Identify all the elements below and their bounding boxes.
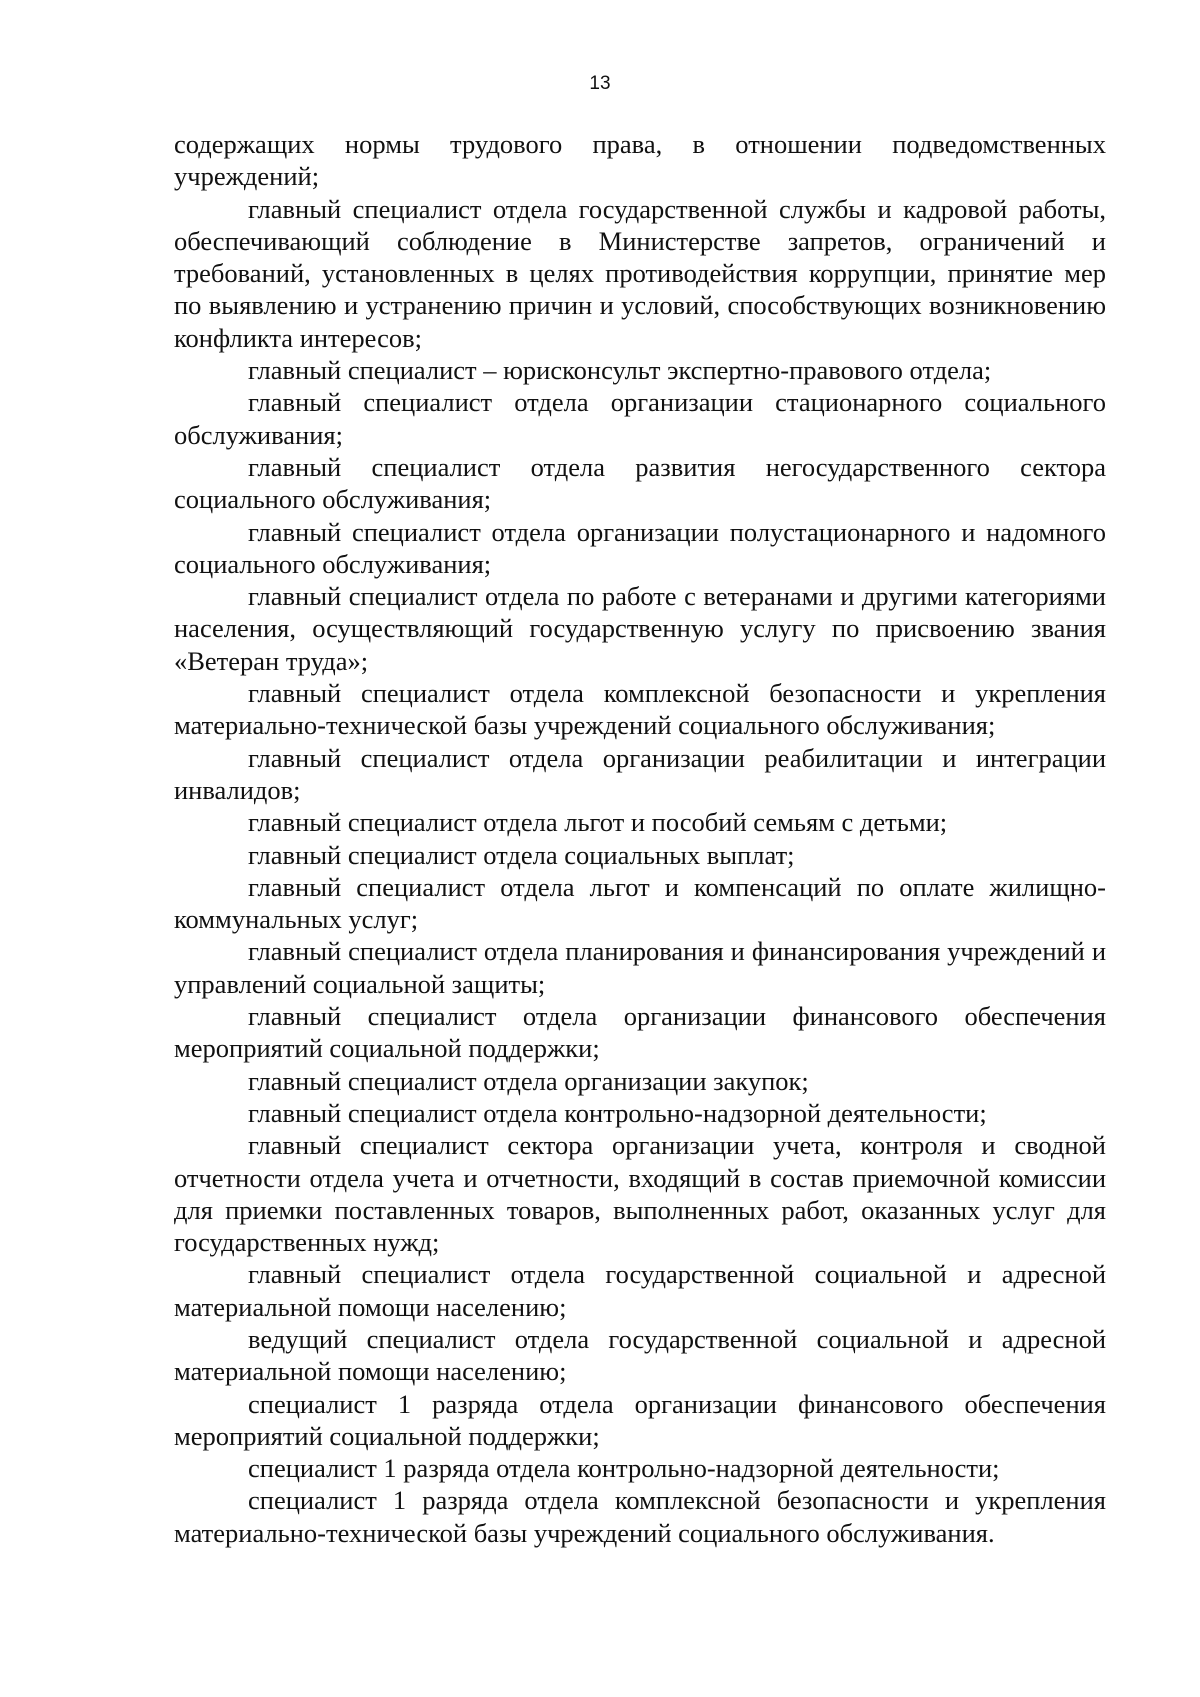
list-item: главный специалист отдела социальных выплат; [248,839,795,870]
list-item: ведущий специалист отдела государственной социальной и адресной материальной помощи населению; [174,1323,1106,1387]
document-body [174,128,1106,1549]
list-item: специалист 1 разряда отдела комплексной безопасности и укрепления материально-технической базы учреждений социального обслуживания. [174,1485,1106,1548]
list-item: главный специалист отдела развития негосударственного сектора социального обслуживания; [174,451,1106,515]
list-item: главный специалист отдела комплексной безопасности и укрепления материально-технической базы учреждений социального обслуживания; [174,678,1106,741]
list-item: главный специалист – юрисконсульт экспертно-правового отдела; [248,355,992,386]
list-item: главный специалист отдела контрольно-надзорной деятельности; [248,1097,987,1128]
list-item: главный специалист отдела организации финансового обеспечения мероприятий социальной поддержки; [174,1001,1106,1064]
list-item: главный специалист отдела планирования и финансирования учреждений и управлений социальной защиты; [174,936,1106,999]
list-item: главный специалист отдела государственной социальной и адресной материальной помощи населению; [174,1259,1106,1322]
list-item: главный специалист отдела организации закупок; [248,1065,809,1096]
list-item: главный специалист сектора организации учета, контроля и сводной отчетности отдела учета и отчетности, входящий в состав приемочной комиссии для приемки поставленных товаров, выполненных работ, оказанных услуг для государственных нужд; [174,1130,1106,1258]
list-item: главный специалист отдела организации реабилитации и интеграции инвалидов; [174,742,1106,805]
list-item: специалист 1 разряда отдела контрольно-надзорной деятельности; [248,1453,1000,1484]
list-item: главный специалист отдела льгот и компенсаций по оплате жилищно-коммунальных услуг; [174,871,1106,935]
list-item: главный специалист отдела организации полустационарного и надомного социального обслуживания; [174,516,1106,579]
paragraph-continuation: содержащих нормы трудового права, в отношении подведомственных учреждений; [174,129,1106,192]
list-item: главный специалист отдела льгот и пособий семьям с детьми; [248,807,948,838]
page-number: 13 [589,73,611,94]
list-item: главный специалист отдела организации стационарного социального обслуживания; [174,387,1106,450]
list-item: главный специалист отдела по работе с ветеранами и другими категориями населения, осуществляющий государственную услугу по присвоению звания «Ветеран труда»; [174,581,1106,676]
list-item: специалист 1 разряда отдела организации финансового обеспечения мероприятий социальной поддержки; [174,1388,1106,1451]
list-item: главный специалист отдела государственной службы и кадровой работы, обеспечивающий соблюдение в Министерстве запретов, ограничений и требований, установленных в целях противодействия коррупции, принятие мер по выявлению и устранению причин и условий, способствующих возникновению конфликта интересов; [174,193,1106,353]
